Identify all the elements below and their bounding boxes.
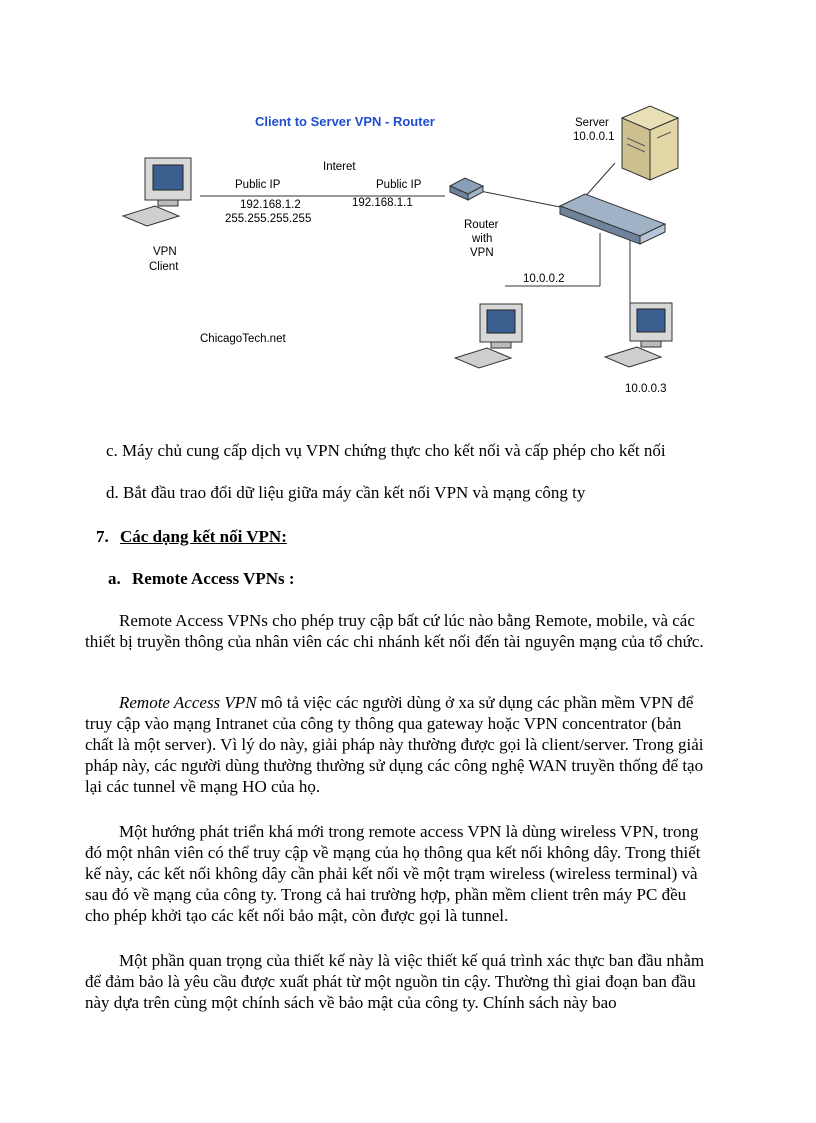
vpn-client-computer-icon — [123, 158, 191, 226]
server-label: Server — [575, 117, 609, 129]
vpn-network-diagram — [105, 98, 705, 398]
paragraph-1-text: Remote Access VPNs cho phép truy cập bất cứ lúc nào bằng Remote, mobile, và các thiết bị truyền thông của nhân viên các chi nhánh kết nối đến tài nguyên mạng của tổ chức. — [85, 611, 704, 651]
paragraph-4 — [85, 950, 705, 1013]
client-ip: 192.168.1.2 — [240, 199, 301, 211]
lan-computer-right-icon — [605, 303, 672, 367]
router-label-line-3: VPN — [470, 247, 494, 259]
paragraph-2-emphasis: Remote Access VPN — [119, 693, 257, 712]
router-label-line-2: with — [472, 233, 493, 245]
public-ip-left-label: Public IP — [235, 179, 281, 191]
paragraph-4-text: Một phần quan trọng của thiết kế này là việc thiết kế quá trình xác thực ban đầu nhằm để đảm bảo là yêu cầu được xuất phát từ một nguồn tin cậy. Thường thì giai đoạn ban đầu này dựa trên cùng một chính sách về bảo mật của công ty. Chính sách này bao — [85, 951, 705, 1012]
server-ip: 10.0.0.1 — [573, 131, 615, 143]
section-a-heading — [108, 568, 295, 589]
lan-ip-10-0-0-3: 10.0.0.3 — [625, 383, 667, 395]
public-ip-right-label: Public IP — [376, 179, 422, 191]
paragraph-3 — [85, 821, 705, 926]
section-7-heading — [96, 526, 287, 547]
section-7-number: 7. — [96, 527, 109, 546]
server-tower-icon — [622, 106, 678, 180]
paragraph-3-text: Một hướng phát triển khá mới trong remote access VPN là dùng wireless VPN, trong đó một nhân viên có thể truy cập về mạng của họ thông qua kết nối không dây. Trong thiết kế này, các kết nối không dây cần phải kết nối về một trạm wireless (wireless terminal) và sau đó về mạng của công ty. Trong cả hai trường hợp, phần mềm client trên máy PC đều cho phép khởi tạo các kết nối bảo mật, còn được gọi là tunnel. — [85, 822, 701, 925]
paragraph-1 — [85, 610, 705, 652]
section-a-number: a. — [108, 569, 121, 588]
network-switch-icon — [560, 194, 665, 244]
client-mask: 255.255.255.255 — [225, 213, 312, 225]
paragraph-2 — [85, 692, 705, 797]
interet-label: Interet — [323, 161, 356, 173]
diagram-credit: ChicagoTech.net — [200, 333, 286, 345]
step-c: c. Máy chủ cung cấp dịch vụ VPN chứng thực cho kết nối và cấp phép cho kết nối — [106, 441, 666, 460]
router-label-line-1: Router — [464, 219, 499, 231]
lan-ip-10-0-0-2: 10.0.0.2 — [523, 273, 565, 285]
section-7-title: Các dạng kết nối VPN: — [120, 527, 287, 546]
vpn-client-label-line-1: VPN — [153, 246, 177, 258]
lan-computer-left-icon — [455, 304, 522, 368]
section-a-title: Remote Access VPNs : — [132, 569, 295, 588]
step-d: d. Bắt đầu trao đổi dữ liệu giữa máy cần kết nối VPN và mạng công ty — [106, 483, 586, 502]
diagram-title: Client to Server VPN - Router — [255, 114, 435, 129]
router-ip: 192.168.1.1 — [352, 197, 413, 209]
router-icon — [450, 178, 483, 200]
paragraph-2-text: mô tả việc các người dùng ở xa sử dụng các phần mềm VPN để truy cập vào mạng Intranet của công ty thông qua gateway hoặc VPN concentrator (bản chất là một server). Vì lý do này, giải pháp này thường được gọi là client/server. Trong giải pháp này, các người dùng thường thường sử dụng các công nghệ WAN truyền thống để tạo lại các tunnel về mạng HO của họ. — [85, 693, 704, 796]
vpn-client-label-line-2: Client — [149, 261, 179, 273]
